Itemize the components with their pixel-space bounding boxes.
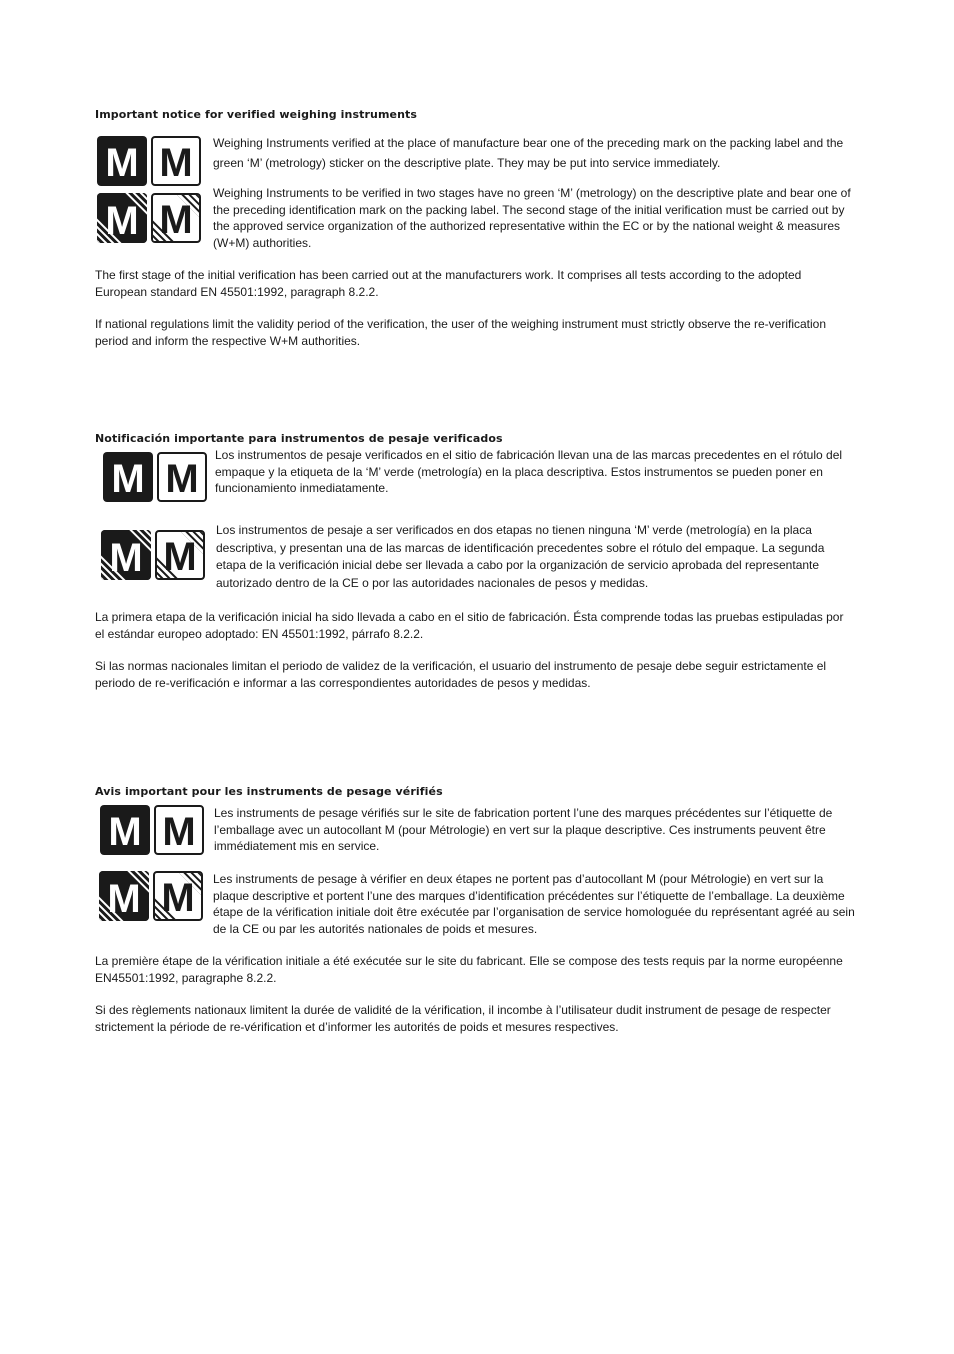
mark-letter: M xyxy=(162,810,196,853)
metrology-mark-outline-striped xyxy=(151,193,201,243)
metrology-mark-filled-striped xyxy=(101,530,151,580)
mark-letter: M xyxy=(159,141,193,184)
mark-letter: M xyxy=(105,199,139,243)
re-verification-paragraph: If national regulations limit the validity period of the verification, the user of the weighing instrument must strictly observe the re-verification period and inform the respective W+M authorities. xyxy=(95,317,827,348)
section-heading: Important notice for verified weighing instruments xyxy=(95,108,418,121)
metrology-mark-outline xyxy=(157,452,207,502)
metrology-mark-outline xyxy=(151,136,201,186)
two-stage-description: Weighing Instruments to be verified in two stages have no green ‘M’ (metrology) on the descriptive plate and bear one of the preceding identification mark on the packing label. The second stage of the initial verification must be carried out by the approved service organization of the authorized representative within the EC or by the national weight & measures (W+M) authorities. xyxy=(213,186,851,250)
section-french xyxy=(95,785,855,1034)
section-heading: Notificación importante para instrumentos de pesaje verificados xyxy=(95,432,503,445)
metrology-mark-outline-striped xyxy=(155,530,205,580)
metrology-mark-filled-striped xyxy=(99,871,149,921)
metrology-mark-filled xyxy=(103,452,153,502)
section-english xyxy=(95,108,855,348)
first-stage-paragraph: La primera etapa de la verificación inicial ha sido llevada a cabo en el sitio de fabricación. Ésta comprende todas las pruebas estipuladas por el estándar europeo adoptado: EN 45501:1992, párrafo 8.2.2. xyxy=(95,610,844,641)
mark-letter: M xyxy=(165,457,199,500)
mark-letter: M xyxy=(161,876,195,919)
two-stage-marks-group xyxy=(99,871,203,921)
first-stage-paragraph: The first stage of the initial verification has been carried out at the manufacturers work. It comprises all tests according to the adopted European standard EN 45501:1992, paragraph 8.2.2. xyxy=(95,268,802,299)
verified-marks-group xyxy=(100,805,204,855)
mark-letter: M xyxy=(159,198,193,241)
metrology-mark-outline-striped xyxy=(153,871,203,921)
mark-letter: M xyxy=(108,810,142,853)
section-heading: Avis important pour les instruments de pesage vérifiés xyxy=(95,785,443,798)
two-stage-description: Les instruments de pesage à vérifier en deux étapes ne portent pas d’autocollant M (pour Métrologie) en vert sur la plaque descriptive et portent l’une des marques d’identification précédentes sur l’étiquette de l’emballage. La deuxième étape de la vérification initiale doit être exécutée par l’organisation de service homologuée du représentant agréé au sein de la CE ou par les autorités nationales de poids et mesures. xyxy=(213,872,855,936)
metrology-mark-outline xyxy=(154,805,204,855)
re-verification-paragraph: Si des règlements nationaux limitent la durée de validité de la vérification, il incombe à l’utilisateur dudit instrument de pesage de respecter strictement la période de re-vérification et d’informer les autorités de poids et mesures respectives. xyxy=(95,1003,831,1034)
two-stage-description: Los instrumentos de pesaje a ser verificados en dos etapas no tienen ninguna ‘M’ verde (metrología) en la placa descriptiva, y presentan una de las marcas de identificación precedentes sobre el rótulo del empaque. La segunda etapa de la verificación inicial debe ser llevada a cabo por la organización de servicio aprobada del representante autorizado dentro de la CE o por las autoridades nacionales de pesos y medidas. xyxy=(216,523,825,590)
mark-letter: M xyxy=(105,141,139,184)
verified-description: Weighing Instruments verified at the place of manufacture bear one of the preceding mark on the packing label and the green ‘M’ (metrology) sticker on the descriptive plate. They may be put into service immediately. xyxy=(213,136,844,170)
verified-marks-group xyxy=(103,452,207,502)
mark-letter: M xyxy=(111,457,145,500)
metrology-mark-filled-striped xyxy=(97,193,147,243)
two-stage-marks-group xyxy=(101,530,205,580)
verified-description: Los instrumentos de pesaje verificados en el sitio de fabricación llevan una de las marcas precedentes en el rótulo del empaque y la etiqueta de la ‘M’ verde (metrología) en la placa descriptiva. Estos instrumentos se pueden poner en funcionamiento inmediatamente. xyxy=(215,448,843,495)
metrology-mark-filled xyxy=(97,136,147,186)
first-stage-paragraph: La première étape de la vérification initiale a été exécutée sur le site du fabricant. Elle se compose des tests requis par la norme européenne EN45501:1992, paragraphe 8.2.2. xyxy=(95,954,843,985)
verified-marks-group xyxy=(97,136,201,186)
two-stage-marks-group xyxy=(97,193,201,243)
mark-letter: M xyxy=(163,535,197,578)
re-verification-paragraph: Si las normas nacionales limitan el periodo de validez de la verificación, el usuario del instrumento de pesaje debe seguir estrictamente el periodo de re-verificación e informar a las correspondientes autoridades de pesos y medidas. xyxy=(95,659,827,690)
mark-letter: M xyxy=(107,877,141,921)
mark-letter: M xyxy=(109,536,143,580)
section-spanish xyxy=(95,432,855,690)
metrology-mark-filled xyxy=(100,805,150,855)
verified-description: Les instruments de pesage vérifiés sur le site de fabrication portent l’une des marques précédentes sur l’étiquette de l’emballage avec un autocollant M (pour Métrologie) en vert sur la plaque descriptive. Ces instruments peuvent être immédiatement mis en service. xyxy=(214,806,833,853)
